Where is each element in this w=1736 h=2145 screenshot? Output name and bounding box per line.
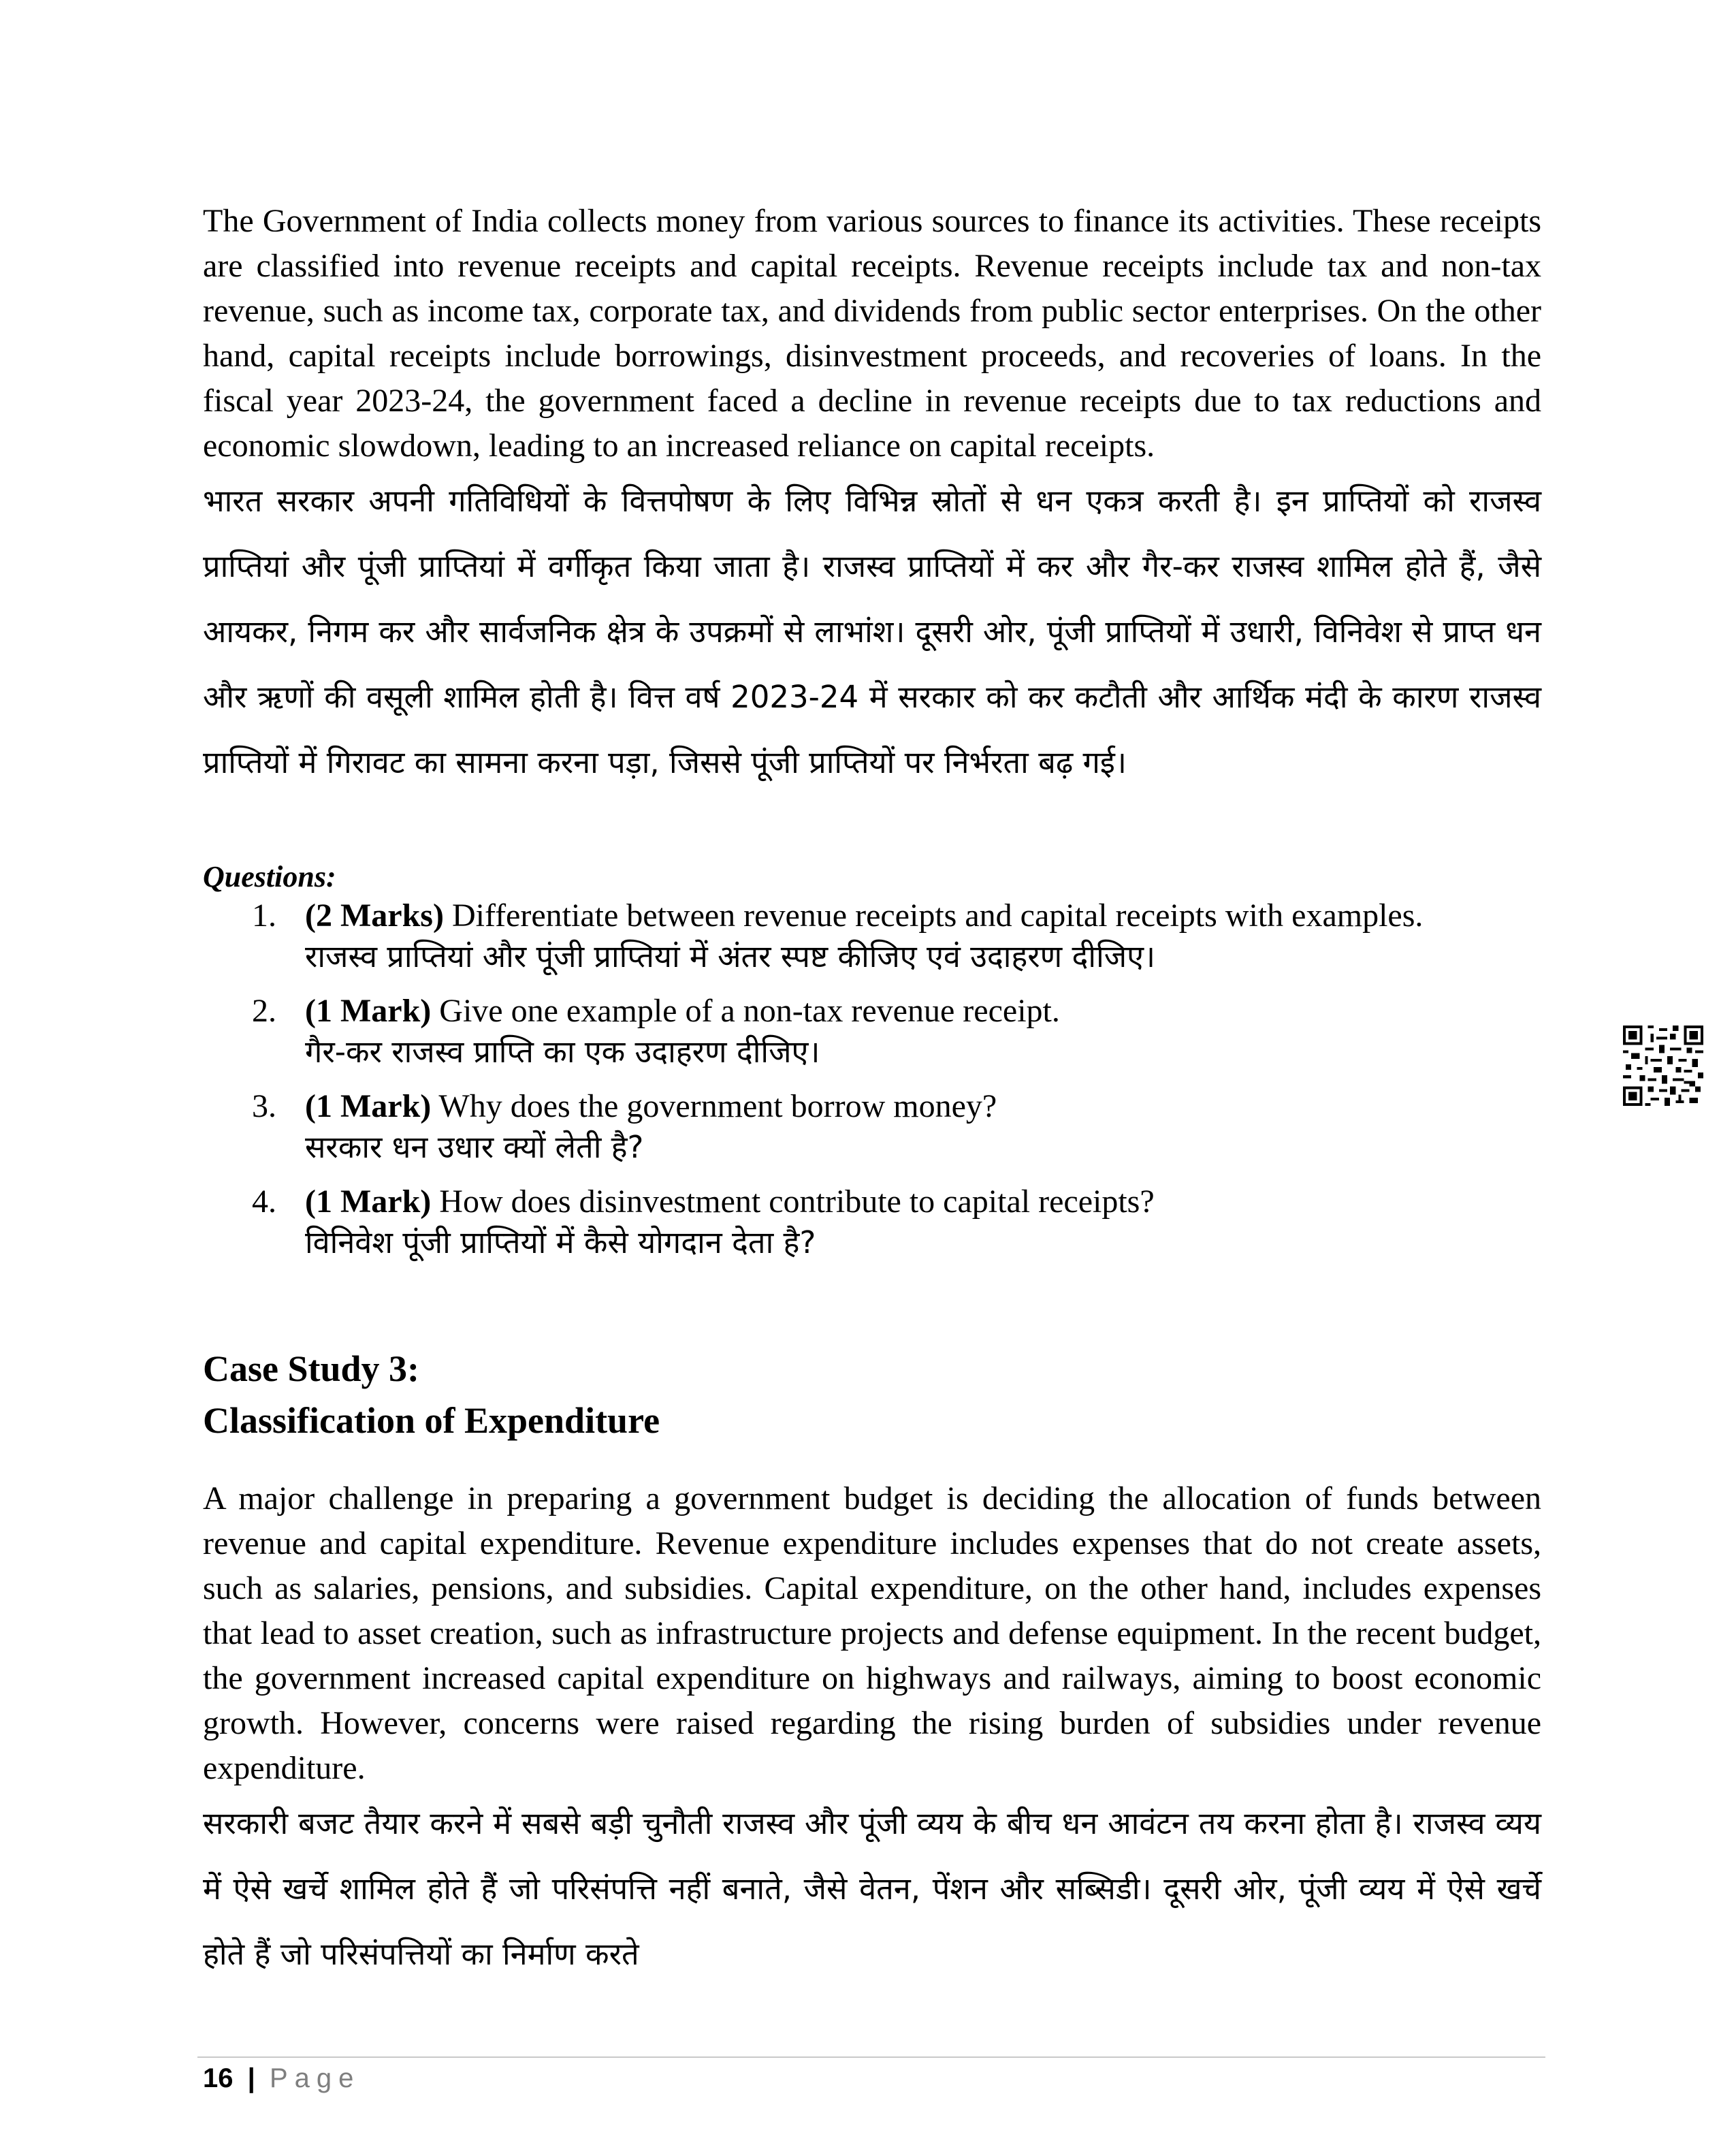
case-study-section: [203, 1343, 1541, 1987]
footer-divider: [197, 2056, 1545, 2058]
question-text-hindi: राजस्व प्राप्तियां और पूंजी प्राप्तियां में अंतर स्पष्ट कीजिए एवं उदाहरण दीजिए।: [305, 938, 1156, 974]
question-marks: (2 Marks): [305, 897, 444, 934]
page-number: 16: [203, 2063, 234, 2093]
case-study-paragraph-hindi: सरकारी बजट तैयार करने में सबसे बड़ी चुनौती राजस्व और पूंजी व्यय के बीच धन आवंटन तय करना होता है। राजस्व व्यय में ऐसे खर्चे शामिल होते हैं जो परिसंपत्ति नहीं बनाते, जैसे वेतन, पेंशन और सब्सिडी। दूसरी ओर, पूंजी व्यय में ऐसे खर्चे होते हैं जो परिसंपत्तियों का निर्माण करते: [203, 1805, 1541, 1972]
intro-paragraph-hindi: भारत सरकार अपनी गतिविधियों के वित्तपोषण के लिए विभिन्न स्रोतों से धन एकत्र करती है। इन प्राप्तियों को राजस्व प्राप्तियां और पूंजी प्राप्तियां में वर्गीकृत किया जाता है। राजस्व प्राप्तियों में कर और गैर-कर राजस्व शामिल होते हैं, जैसे आयकर, निगम कर और सार्वजनिक क्षेत्र के उपक्रमों से लाभांश। दूसरी ओर, पूंजी प्राप्तियों में उधारी, विनिवेश से प्राप्त धन और ऋणों की वसूली शामिल होती है। वित्त वर्ष 2023-24 में सरकार को कर कटौती और आर्थिक मंदी के कारण राजस्व प्राप्तियों में गिरावट का सामना करना पड़ा, जिससे पूंजी प्राप्तियों पर निर्भरता बढ़ गई।: [203, 483, 1541, 780]
question-item: [203, 1180, 1541, 1275]
question-text-hindi: विनिवेश पूंजी प्राप्तियों में कैसे योगदान देता है?: [305, 1224, 816, 1260]
intro-section: [203, 199, 1541, 795]
case-study-label: Case Study 3:: [203, 1348, 420, 1389]
question-number: 2.: [252, 993, 276, 1029]
question-item: [203, 1085, 1541, 1180]
qr-code-icon: [1623, 1026, 1703, 1106]
question-number: 4.: [252, 1183, 276, 1220]
question-english: How does disinvestment contribute to capital receipts?: [431, 1183, 1155, 1220]
question-number: 3.: [252, 1088, 276, 1124]
question-text-hindi: गैर-कर राजस्व प्राप्ति का एक उदाहरण दीजिए।: [305, 1034, 820, 1070]
case-study-paragraph-english: A major challenge in preparing a government budget is deciding the allocation of funds between revenue and capital expenditure. Revenue expenditure includes expenses that do not create assets, such as salaries, pensions, and subsidies. Capital expenditure, on the other hand, includes expenses that lead to asset creation, such as infrastructure projects and defense equipment. In the recent budget, the government increased capital expenditure on highways and railways, aiming to boost economic growth. However, concerns were raised regarding the rising burden of subsidies under revenue expenditure.: [203, 1480, 1541, 1786]
page-label: Page: [269, 2063, 361, 2093]
page-footer: [203, 2063, 360, 2094]
questions-section: [203, 859, 1541, 1275]
questions-list: [203, 894, 1541, 1275]
intro-paragraph-english: The Government of India collects money from various sources to finance its activities. These receipts are classified into revenue receipts and capital receipts. Revenue receipts include tax and non-tax revenue, such as income tax, corporate tax, and dividends from public sector enterprises. On the other hand, capital receipts include borrowings, disinvestment proceeds, and recoveries of loans. In the fiscal year 2023-24, the government faced a decline in revenue receipts due to tax reductions and economic slowdown, leading to an increased reliance on capital receipts.: [203, 203, 1541, 464]
question-item: [203, 989, 1541, 1085]
question-english: Why does the government borrow money?: [431, 1088, 997, 1124]
question-english: Differentiate between revenue receipts and capital receipts with examples.: [443, 897, 1424, 934]
question-marks: (1 Mark): [305, 993, 432, 1029]
question-english: Give one example of a non-tax revenue receipt.: [431, 993, 1060, 1029]
footer-separator: |: [247, 2063, 255, 2093]
questions-heading: Questions:: [203, 860, 336, 893]
question-text-hindi: सरकार धन उधार क्यों लेती है?: [305, 1129, 644, 1165]
question-item: [203, 894, 1541, 989]
case-study-title: Classification of Expenditure: [203, 1400, 660, 1441]
question-marks: (1 Mark): [305, 1183, 432, 1220]
question-number: 1.: [252, 897, 276, 934]
question-marks: (1 Mark): [305, 1088, 432, 1124]
